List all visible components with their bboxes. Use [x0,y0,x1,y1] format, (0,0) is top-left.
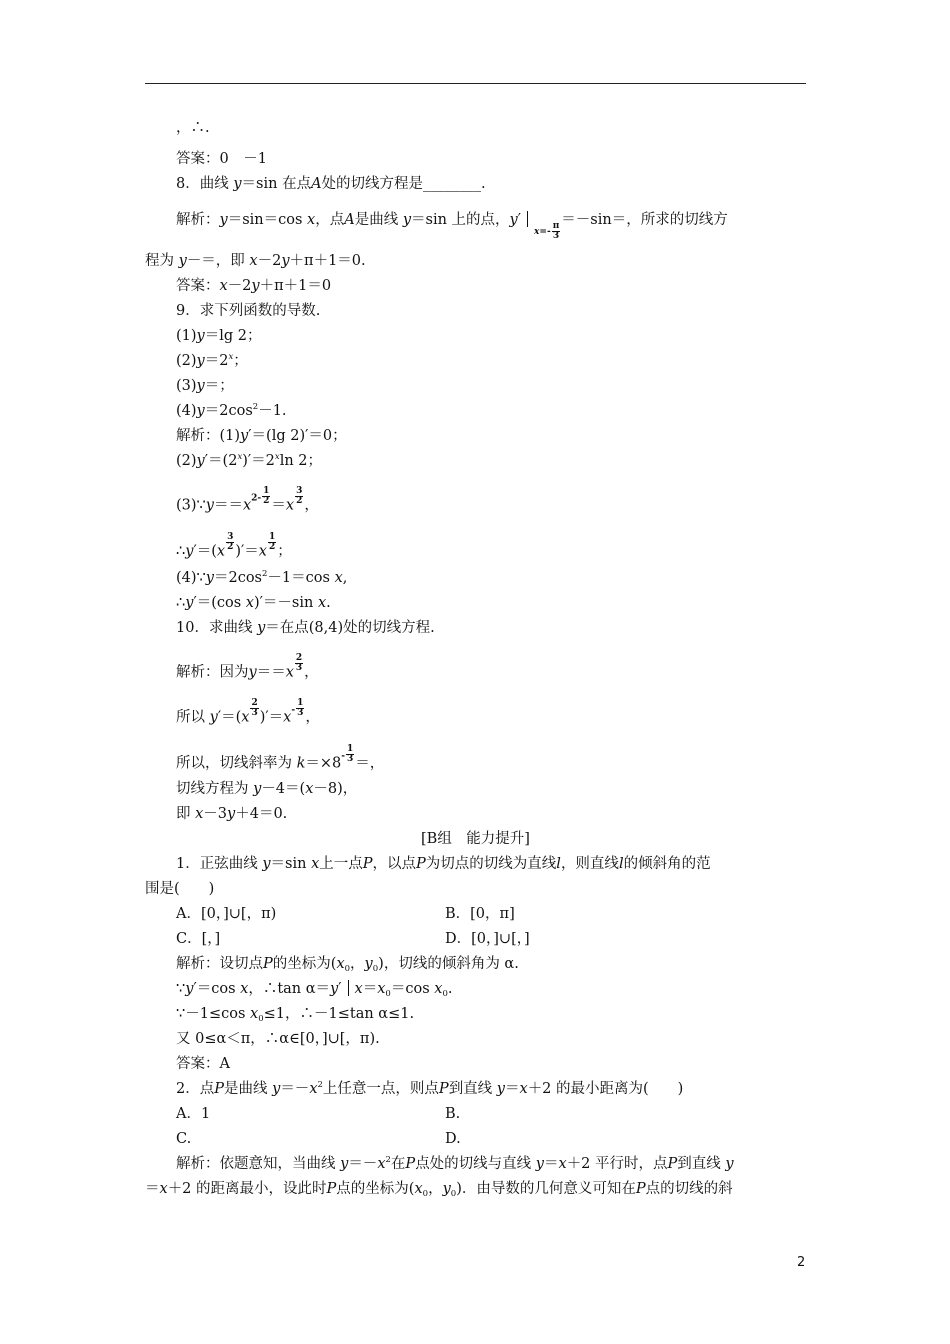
solution-line: 程为 y－＝，即 x－2y＋π＋1＝0. [145,253,366,269]
option-d: D. [445,1131,461,1147]
solution-line: 解析：因为y＝＝x $\frac{2}{3}$ ， [176,653,319,681]
solution-line: 解析：y＝sin＝cos x，点A是曲线 y＝sin 上的点，y′x=- $\frac{\pi}{3}$ ＝－sin＝，所求的切线方 [176,212,728,241]
option-a: A．1 [176,1106,211,1122]
answer-line: 答案：A [176,1056,230,1072]
evaluation-bar [527,211,528,227]
page-number: 2 [797,1255,806,1270]
fraction: $\frac{1}{3}$ [297,698,304,718]
solution-line: 切线方程为 y－4＝(x－8)， [176,781,358,797]
solution-line: 所以，切线斜率为 k＝×8- $\frac{1}{3}$ ＝， [176,744,385,772]
question-9: 9．求下列函数的导数. [176,303,321,319]
solution-line: 解析：设切点P的坐标为($x_0$，$y_0$)，切线的倾斜角为 α. [176,956,519,974]
text-line: $(2)y=2^x$； [176,352,248,369]
fraction: $\frac{1}{2}$ [268,532,276,552]
solution-line: 所以 y′＝(x $\frac{2}{3}$ )′＝x- $\frac{1}{3}$ ， [176,698,320,726]
option-c: C．[，] [176,931,221,947]
question-10: 10．求曲线 y＝在点(8,4)处的切线方程. [176,620,435,636]
fraction: $\frac{1}{2}$ [263,486,270,506]
answer-line: 答案：0 －1 [176,151,267,167]
option-c: C. [176,1131,192,1147]
solution-line: (3)∵y＝＝x2- $\frac{1}{2}$ ＝x $\frac{3}{2}$ ， [176,486,319,514]
fraction: $\frac{\pi}{3}$ [552,221,560,241]
text-line: ，∴. [176,120,210,136]
solution-line: ∵－1≤cos $x_0\le 1$，∴－1≤tan α≤1. [176,1006,415,1024]
text-line: $(4)y=2\cos^2-1$. [176,402,287,419]
fraction: $\frac{1}{3}$ [347,744,354,764]
solution-line: $(4)\because y=2\cos^2-1=\cos$ x, [176,569,348,586]
text-line: (3)y＝； [176,378,234,394]
fraction: $\frac{2}{3}$ [251,698,258,718]
evaluation-subscript: x=- $\frac{\pi}{3}$ [534,221,560,241]
question-8: 8．曲线 y＝sin 在点A处的切线方程是________. [176,176,486,192]
section-heading: [B组 能力提升] [421,831,530,847]
header-rule [145,83,806,84]
solution-line: 解析：(1)y′＝(lg 2)′＝0； [176,428,347,444]
solution-line: $(2)y'=(2^x)'=2^x\ln$ 2； [176,452,323,469]
option-b: B．[0，π] [445,906,515,922]
solution-line: ∵y′＝cos x，∴tan α＝y′ $x=x_0=\cos$ $x_0$. [176,981,453,999]
question-b1: 1．正弦曲线 y＝sin x上一点P，以点P为切点的切线为直线l，则直线l的倾斜角的范 [176,856,711,872]
fraction: $\frac{2}{3}$ [295,653,303,673]
solution-line: 解析：依题意知，当曲线 $y=-x^2$在P点处的切线与直线 y＝x＋2 平行时，点P到直线 y [176,1155,734,1172]
question-b2: 2．点P是曲线 $y=-x^2$上任意一点，则点P到直线 y＝x＋2 的最小距离为( ) [176,1080,684,1097]
option-d: D．[0，]∪[，] [445,931,530,947]
solution-line: 又 0≤α＜π，∴α∈[0，]∪[，π). [176,1031,380,1047]
fraction: $\frac{3}{2}$ [227,532,234,552]
question-b1: 围是( ) [145,881,215,897]
text-line: (1)y＝lg 2； [176,328,262,344]
option-a: A．[0，]∪[，π) [176,906,277,922]
solution-line: ∴y′＝(cos x)′＝－sin x. [176,595,331,611]
solution-line: ∴y′＝(x $\frac{3}{2}$ )′＝x $\frac{1}{2}$ ； [176,532,292,560]
evaluation-bar [348,980,349,996]
solution-line: ＝x＋2 的距离最小，设此时P点的坐标为($x_0$，$y_0$)．由导数的几何意义可知在P点的切线的斜 [145,1181,733,1199]
answer-line: 答案：x－2y＋π＋1＝0 [176,278,332,294]
fraction: $\frac{3}{2}$ [296,486,303,506]
option-b: B. [445,1106,461,1122]
solution-line: 即 x－3y＋4＝0. [176,806,288,822]
